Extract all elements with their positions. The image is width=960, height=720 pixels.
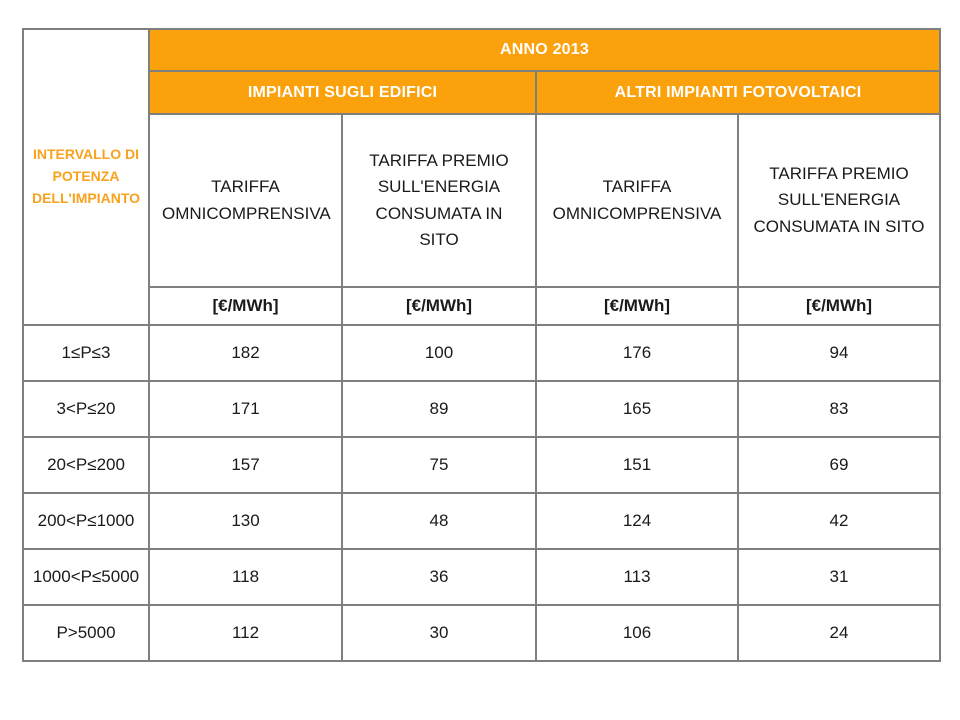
value-cell: 118: [149, 549, 342, 605]
table-row: [23, 437, 940, 493]
value-cell: 30: [342, 605, 536, 661]
value-cell: 69: [738, 437, 940, 493]
value-cell: 100: [342, 325, 536, 381]
value-cell: 106: [536, 605, 738, 661]
table-row: [23, 493, 940, 549]
value-cell: 113: [536, 549, 738, 605]
row-label-cell: 20<P≤200: [23, 437, 149, 493]
row-label-cell: 3<P≤20: [23, 381, 149, 437]
row-label-cell: 1≤P≤3: [23, 325, 149, 381]
value-cell: 112: [149, 605, 342, 661]
corner-header-cell: INTERVALLO DI POTENZA DELL'IMPIANTO: [23, 29, 149, 325]
value-cell: 48: [342, 493, 536, 549]
tariff-header-cell: TARIFFA PREMIO SULL'ENERGIA CONSUMATA IN SITO: [342, 114, 536, 287]
value-cell: 151: [536, 437, 738, 493]
table-row: [23, 605, 940, 661]
unit-header-cell: [€/MWh]: [536, 287, 738, 325]
row-label-cell: P>5000: [23, 605, 149, 661]
value-cell: 165: [536, 381, 738, 437]
value-cell: 75: [342, 437, 536, 493]
value-cell: 182: [149, 325, 342, 381]
value-cell: 130: [149, 493, 342, 549]
value-cell: 157: [149, 437, 342, 493]
value-cell: 94: [738, 325, 940, 381]
value-cell: 89: [342, 381, 536, 437]
tariff-header-cell: TARIFFA OMNICOMPRENSIVA: [149, 114, 342, 287]
value-cell: 176: [536, 325, 738, 381]
value-cell: 31: [738, 549, 940, 605]
tariff-header-cell: TARIFFA OMNICOMPRENSIVA: [536, 114, 738, 287]
value-cell: 171: [149, 381, 342, 437]
row-label-cell: 1000<P≤5000: [23, 549, 149, 605]
row-label-cell: 200<P≤1000: [23, 493, 149, 549]
group-header-buildings: IMPIANTI SUGLI EDIFICI: [149, 71, 536, 114]
tariff-header-cell: TARIFFA PREMIO SULL'ENERGIA CONSUMATA IN SITO: [738, 114, 940, 287]
unit-header-cell: [€/MWh]: [342, 287, 536, 325]
unit-header-cell: [€/MWh]: [738, 287, 940, 325]
year-header-cell: ANNO 2013: [149, 29, 940, 71]
value-cell: 83: [738, 381, 940, 437]
value-cell: 24: [738, 605, 940, 661]
pv-tariff-table: [22, 28, 941, 662]
group-header-other-pv: ALTRI IMPIANTI FOTOVOLTAICI: [536, 71, 940, 114]
tariff-table-container: [22, 28, 941, 662]
value-cell: 42: [738, 493, 940, 549]
table-row: [23, 549, 940, 605]
table-row: [23, 381, 940, 437]
value-cell: 124: [536, 493, 738, 549]
table-row: [23, 325, 940, 381]
unit-header-cell: [€/MWh]: [149, 287, 342, 325]
value-cell: 36: [342, 549, 536, 605]
